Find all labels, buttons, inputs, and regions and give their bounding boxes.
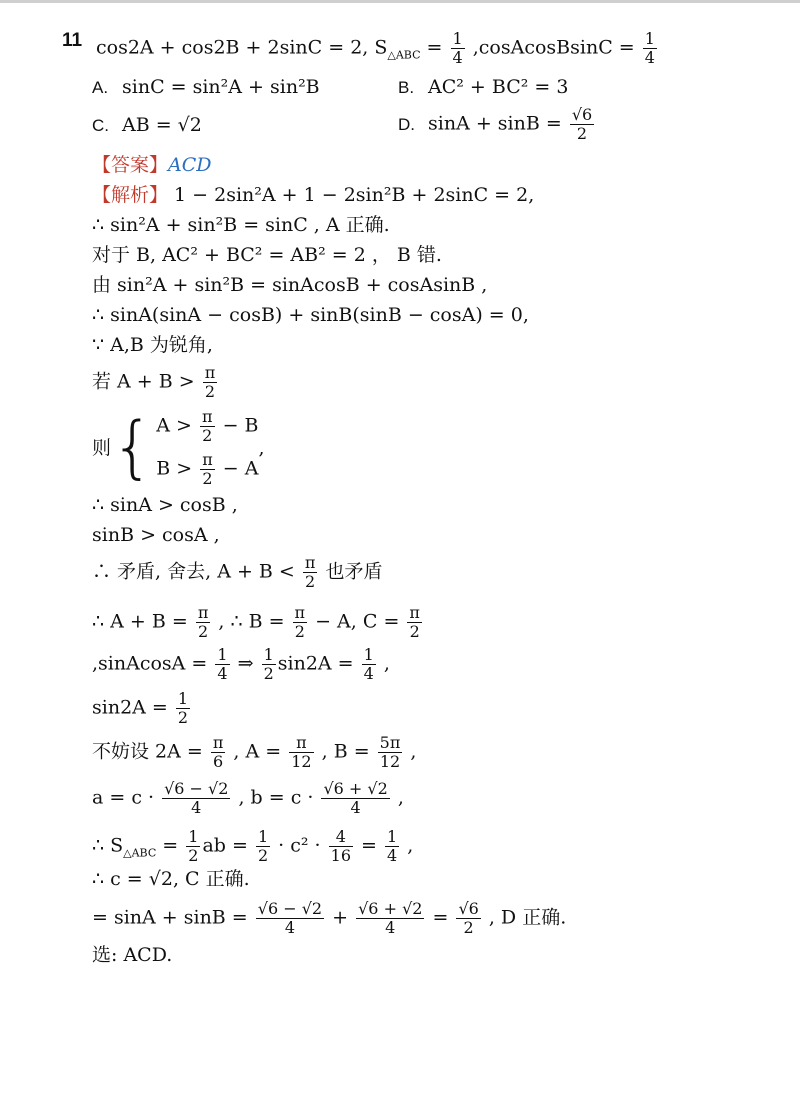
fraction: $\frac{\pi}{12}$ bbox=[291, 733, 312, 771]
question-number: 11 bbox=[62, 30, 83, 51]
fraction: $\frac{1}{2}$ bbox=[177, 689, 189, 727]
question-stem: cos2A + cos2B + 2sinC = 2, $S_{\triangle ABC}$ = $\frac{1}{4}$ ,cosAcosBsinC = $\frac{1}{4}$ bbox=[96, 29, 655, 67]
solution-line-6: ∵ A,B 为锐角, bbox=[92, 334, 213, 356]
solution-line-16: a = c · $\frac{√6 - √2}{4}$ , b = c · $\frac{√6 + √2}{4}$ , bbox=[92, 779, 404, 817]
answer-tag: 【答案】 bbox=[92, 155, 169, 176]
fraction: $\frac{√6}{2}$ bbox=[458, 899, 479, 937]
solution-line-11: ∴ 矛盾, 舍去, A + B < $\frac{\pi}{2}$ 也矛盾 bbox=[92, 553, 383, 591]
fraction: $\frac{√6}{2}$ bbox=[571, 105, 593, 143]
solution-line-13: ,sinAcosA = $\frac{1}{4}$ ⇒ $\frac{1}{2}$ sin2A = $\frac{1}{4}$ , bbox=[92, 645, 390, 683]
top-border bbox=[0, 0, 800, 3]
left-brace: { bbox=[111, 408, 155, 487]
solution-line-15: 不妨设 2A = $\frac{\pi}{6}$ , A = $\frac{\pi}{12}$ , B = $\frac{5\pi}{12}$ , bbox=[92, 733, 417, 771]
fraction: $\frac{√6 - √2}{4}$ bbox=[257, 899, 323, 937]
fraction: $\frac{1}{4}$ bbox=[363, 645, 374, 683]
answer-line bbox=[92, 152, 212, 179]
fraction: $\frac{√6 + √2}{4}$ bbox=[358, 899, 423, 937]
solution-line-18: ∴ c = √2, C 正确. bbox=[92, 868, 250, 890]
fraction: $\frac{1}{4}$ bbox=[644, 29, 655, 67]
fraction: $\frac{\pi}{6}$ bbox=[212, 733, 224, 771]
fraction: $\frac{\pi}{2}$ bbox=[294, 603, 306, 641]
solution-line-10: sinB > cosA , bbox=[92, 524, 220, 546]
fraction: $\frac{1}{2}$ bbox=[257, 827, 269, 865]
fraction: $\frac{\pi}{2}$ bbox=[202, 450, 213, 488]
fraction: $\frac{√6 - √2}{4}$ bbox=[164, 779, 229, 817]
fraction: $\frac{1}{4}$ bbox=[217, 645, 228, 683]
fraction: $\frac{5\pi}{12}$ bbox=[379, 733, 401, 771]
solution-line-3: 对于 B, AC² + BC² = AB² = 2 ， B 错. bbox=[92, 244, 442, 266]
fraction: $\frac{4}{16}$ bbox=[330, 827, 351, 865]
fraction: $\frac{√6 + √2}{4}$ bbox=[323, 779, 388, 817]
solution-line-14: sin2A = $\frac{1}{2}$ bbox=[92, 689, 189, 727]
solution-line-12: ∴ A + B = $\frac{\pi}{2}$ , ∴ B = $\frac{\pi}{2}$ − A, C = $\frac{\pi}{2}$ bbox=[92, 603, 420, 641]
solution-system: 则 { A > $\frac{\pi}{2}$ − B B > $\frac{\pi}{2}$ − A , bbox=[92, 407, 265, 488]
option-b: B. AC² + BC² = 3 bbox=[398, 76, 569, 98]
fraction: $\frac{\pi}{2}$ bbox=[409, 603, 420, 641]
option-d: D. sinA + sinB = $\frac{√6}{2}$ bbox=[398, 105, 593, 143]
solution-line-19: = sinA + sinB = $\frac{√6 - √2}{4}$ + $\frac{√6 + √2}{4}$ = $\frac{√6}{2}$ , D 正确. bbox=[92, 899, 567, 937]
solution-line-5: ∴ sinA(sinA − cosB) + sinB(sinB − cosA) = 0, bbox=[92, 304, 529, 326]
fraction: $\frac{\pi}{2}$ bbox=[304, 553, 316, 591]
solution-line-2: ∴ sin²A + sin²B = sinC , A 正确. bbox=[92, 214, 390, 236]
fraction: $\frac{1}{2}$ bbox=[188, 827, 199, 865]
fraction: $\frac{\pi}{2}$ bbox=[197, 603, 209, 641]
option-a: A. sinC = sin²A + sin²B bbox=[92, 76, 320, 98]
fraction: $\frac{1}{4}$ bbox=[387, 827, 398, 865]
solution-line-7: 若 A + B > $\frac{\pi}{2}$ bbox=[92, 363, 216, 401]
fraction: $\frac{\pi}{2}$ bbox=[202, 407, 213, 445]
option-c: C. AB = √2 bbox=[92, 114, 202, 136]
solution-line-9: ∴ sinA > cosB , bbox=[92, 494, 238, 516]
solution-line-17: ∴ $S_{\triangle ABC}$ = $\frac{1}{2}$ ab = $\frac{1}{2}$ · c² · $\frac{4}{16}$ = $\frac{1}{4}$ , bbox=[92, 827, 414, 865]
solution-line-1: 【解析】 1 − 2sin²A + 1 − 2sin²B + 2sinC = 2, bbox=[92, 184, 535, 206]
solution-line-4: 由 sin²A + sin²B = sinAcosB + cosAsinB , bbox=[92, 274, 488, 296]
solution-line-20: 选: ACD. bbox=[92, 944, 173, 966]
answer-value: ACD bbox=[168, 154, 212, 176]
fraction: $\frac{1}{2}$ bbox=[263, 645, 274, 683]
fraction: $\frac{\pi}{2}$ bbox=[204, 363, 216, 401]
fraction: $\frac{1}{4}$ bbox=[452, 29, 463, 67]
solution-tag: 【解析】 bbox=[92, 185, 169, 206]
